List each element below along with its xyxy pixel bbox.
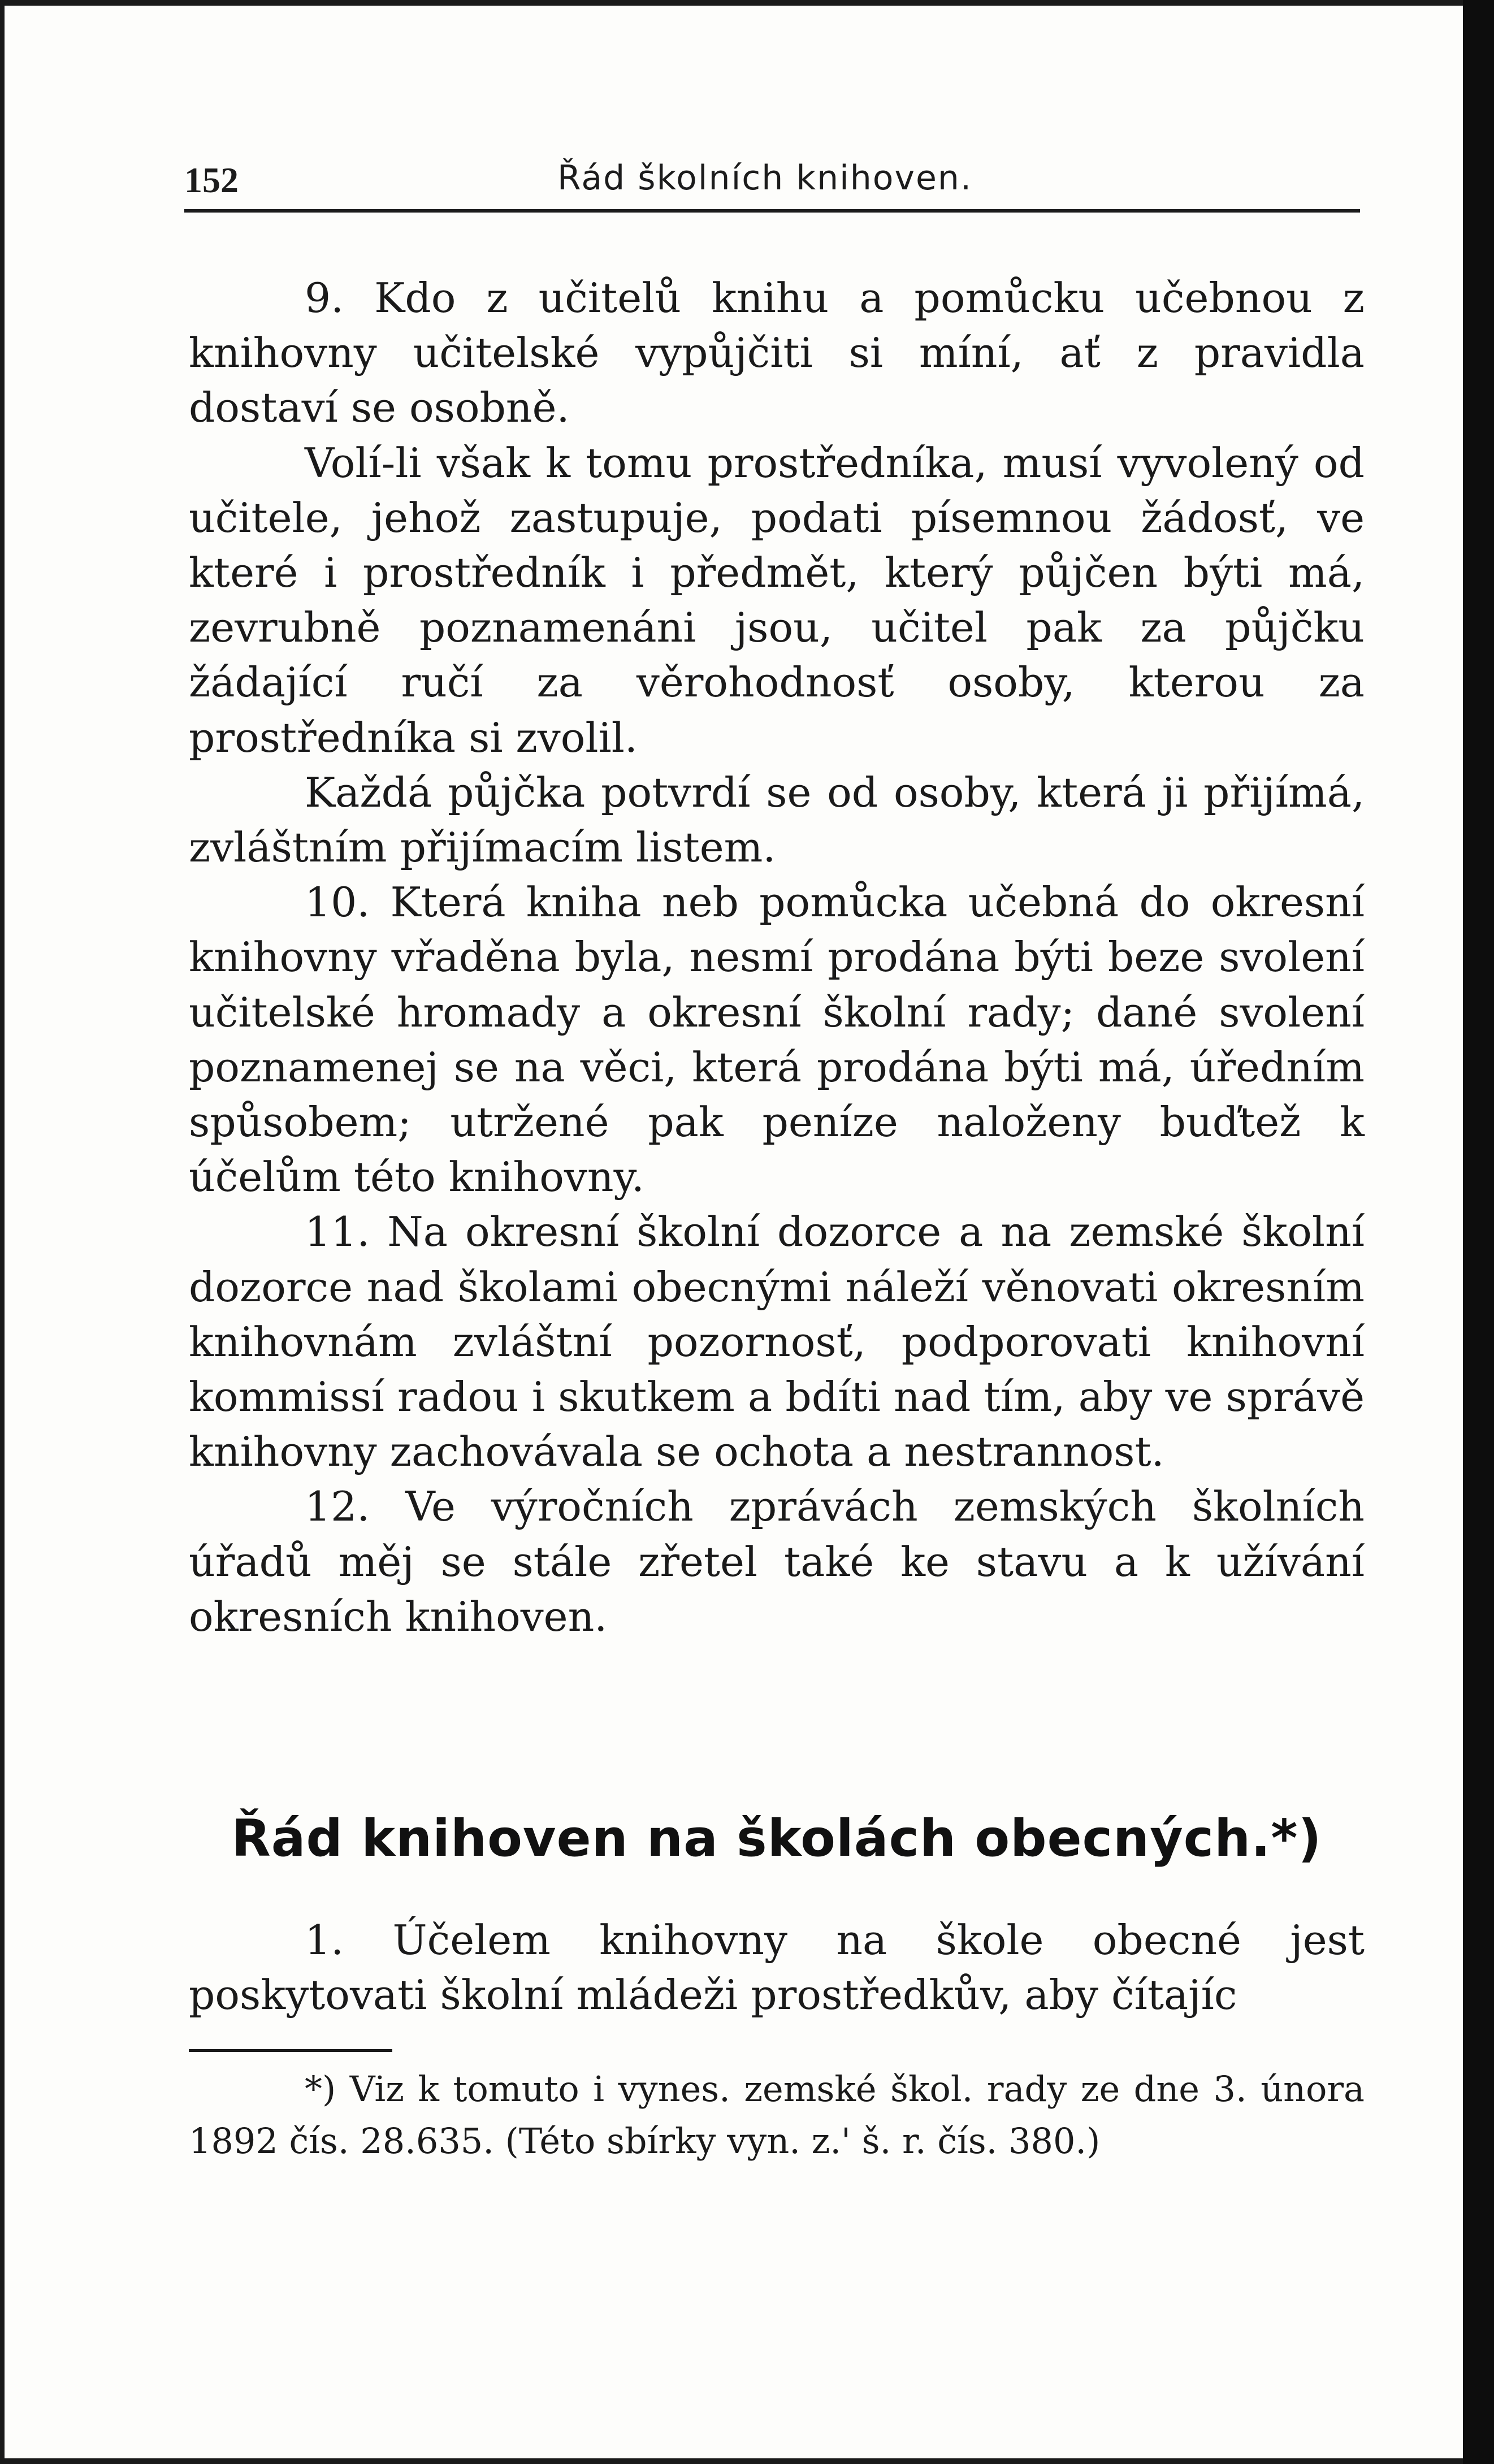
header-rule [184, 209, 1360, 213]
paragraph-12: 12. Ve výročních zprávách zemských školních úřadů měj se stále zřetel také ke stavu a k užívání okresních knihoven. [189, 1483, 1365, 1641]
footnote [189, 2063, 1365, 2167]
page-number: 152 [184, 160, 239, 200]
scan-edge [1463, 0, 1494, 2464]
page-header [184, 148, 1360, 210]
section-body [189, 1913, 1365, 2023]
section-heading: Řád knihoven na školách obecných.*) [231, 1809, 1322, 1868]
footnote-rule [189, 2049, 392, 2052]
paragraph-9: 9. Kdo z učitelů knihu a pomůcku učebnou z knihovny učitelské vypůjčiti si míní, ať z pravidla dostaví se osobně. [189, 275, 1365, 432]
paragraph-10: 10. Která kniha neb pomůcka učebná do okresní knihovny vřaděna byla, nesmí prodána býti beze svolení učitelské hromady a okresní školní rady; dané svolení poznamenej se na věci, která prodána býti má, úředním spůsobem; utržené pak peníze naloženy buďtež k účelům této knihovny. [189, 879, 1365, 1202]
paragraph-11: 11. Na okresní školní dozorce a na zemské školní dozorce nad školami obecnými náleží věnovati okresním knihovnám zvláštní pozornosť, podporovati knihovní kommissí radou i skutkem a bdíti nad tím, aby ve správě knihovny zachovávala se ochota a nestrannost. [189, 1209, 1365, 1476]
body-text [189, 271, 1365, 1645]
running-title: Řád školních knihoven. [557, 158, 973, 198]
book-page [5, 6, 1463, 2458]
paragraph-9-receipt: Každá půjčka potvrdí se od osoby, která ji přijímá, zvláštním přijímacím listem. [189, 769, 1365, 872]
footnote-text: *) Viz k tomuto i vynes. zemské škol. rady ze dne 3. února 1892 čís. 28.635. (Této sbírky vyn. z.' š. r. čís. 380.) [189, 2068, 1365, 2162]
section-paragraph-1: 1. Účelem knihovny na škole obecné jest poskytovati školní mládeži prostředkův, aby čítajíc [189, 1917, 1365, 2020]
paragraph-9-intermediary: Volí-li však k tomu prostředníka, musí vyvolený od učitele, jehož zastupuje, podati písemnou žádosť, ve které i prostředník i předmět, který půjčen býti má, zevrubně poznamenáni jsou, učitel pak za půjčku žádající ručí za věrohodnosť osoby, kterou za prostředníka si zvolil. [189, 439, 1365, 762]
